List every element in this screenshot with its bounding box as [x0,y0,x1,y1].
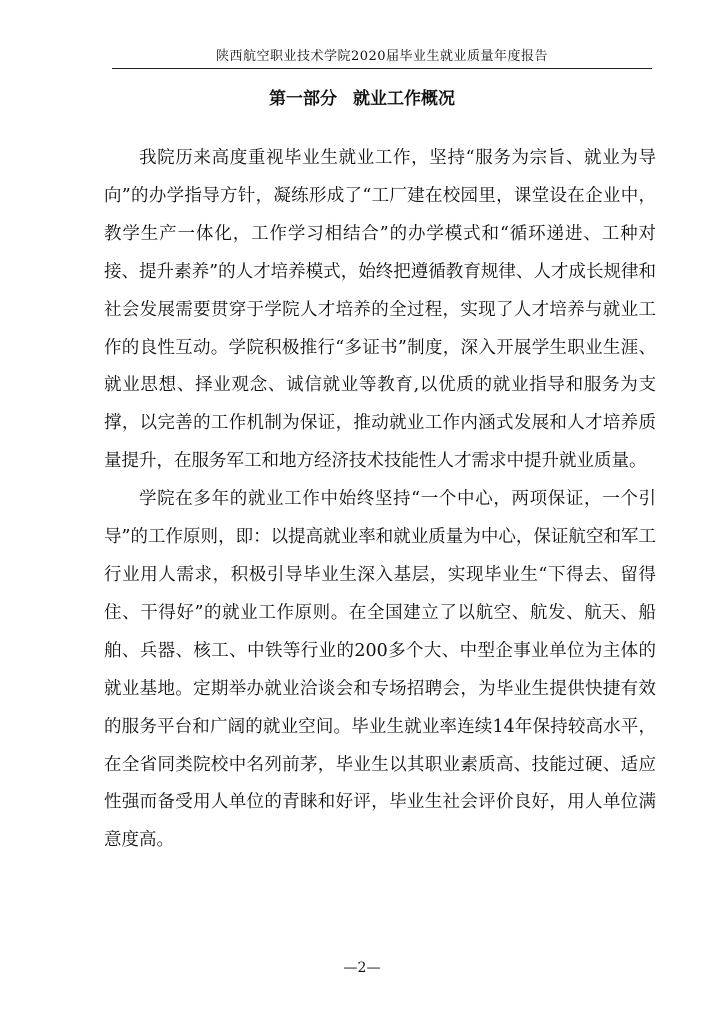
paragraph: 学院在多年的就业工作中始终坚持“一个中心，两项保证，一个引导”的工作原则，即：以提高就业率和就业质量为中心，保证航空和军工行业用人需求，积极引导毕业生深入基层，实现毕业生“下得去、留得住、干得好”的就业工作原则。在全国建立了以航空、航发、航天、船舶、兵器、核工、中铁等行业的200多个大、中型企事业单位为主体的就业基地。定期举办就业洽谈会和专场招聘会，为毕业生提供快捷有效的服务平台和广阔的就业空间。毕业生就业率连续14年保持较高水平，在全省同类院校中名列前茅，毕业生以其职业素质高、技能过硬、适应性强而备受用人单位的青睐和好评，毕业生社会评价良好，用人单位满意度高。 [104,489,656,851]
section-name: 就业工作概况 [353,89,455,109]
page-number: —2— [343,960,381,976]
section-title [0,84,724,109]
running-header: 陕西航空职业技术学院2020届毕业生就业质量年度报告 [112,48,652,69]
paragraph: 我院历来高度重视毕业生就业工作，坚持“服务为宗旨、就业为导向”的办学指导方针，凝练形成了“工厂建在校园里，课堂设在企业中，教学生产一体化，工作学习相结合”的办学模式和“循环递进、工种对接、提升素养”的人才培养模式，始终把遵循教育规律、人才成长规律和社会发展需要贯穿于学院人才培养的全过程，实现了人才培养与就业工作的良性互动。学院积极推行“多证书”制度，深入开展学生职业生涯、就业思想、择业观念、诚信就业等教育,以优质的就业指导和服务为支撑，以完善的工作机制为保证，推动就业工作内涵式发展和人才培养质量提升，在服务军工和地方经济技术技能性人才需求中提升就业质量。 [104,148,656,472]
body-text [104,140,656,860]
section-part-label: 第一部分 [269,89,337,109]
